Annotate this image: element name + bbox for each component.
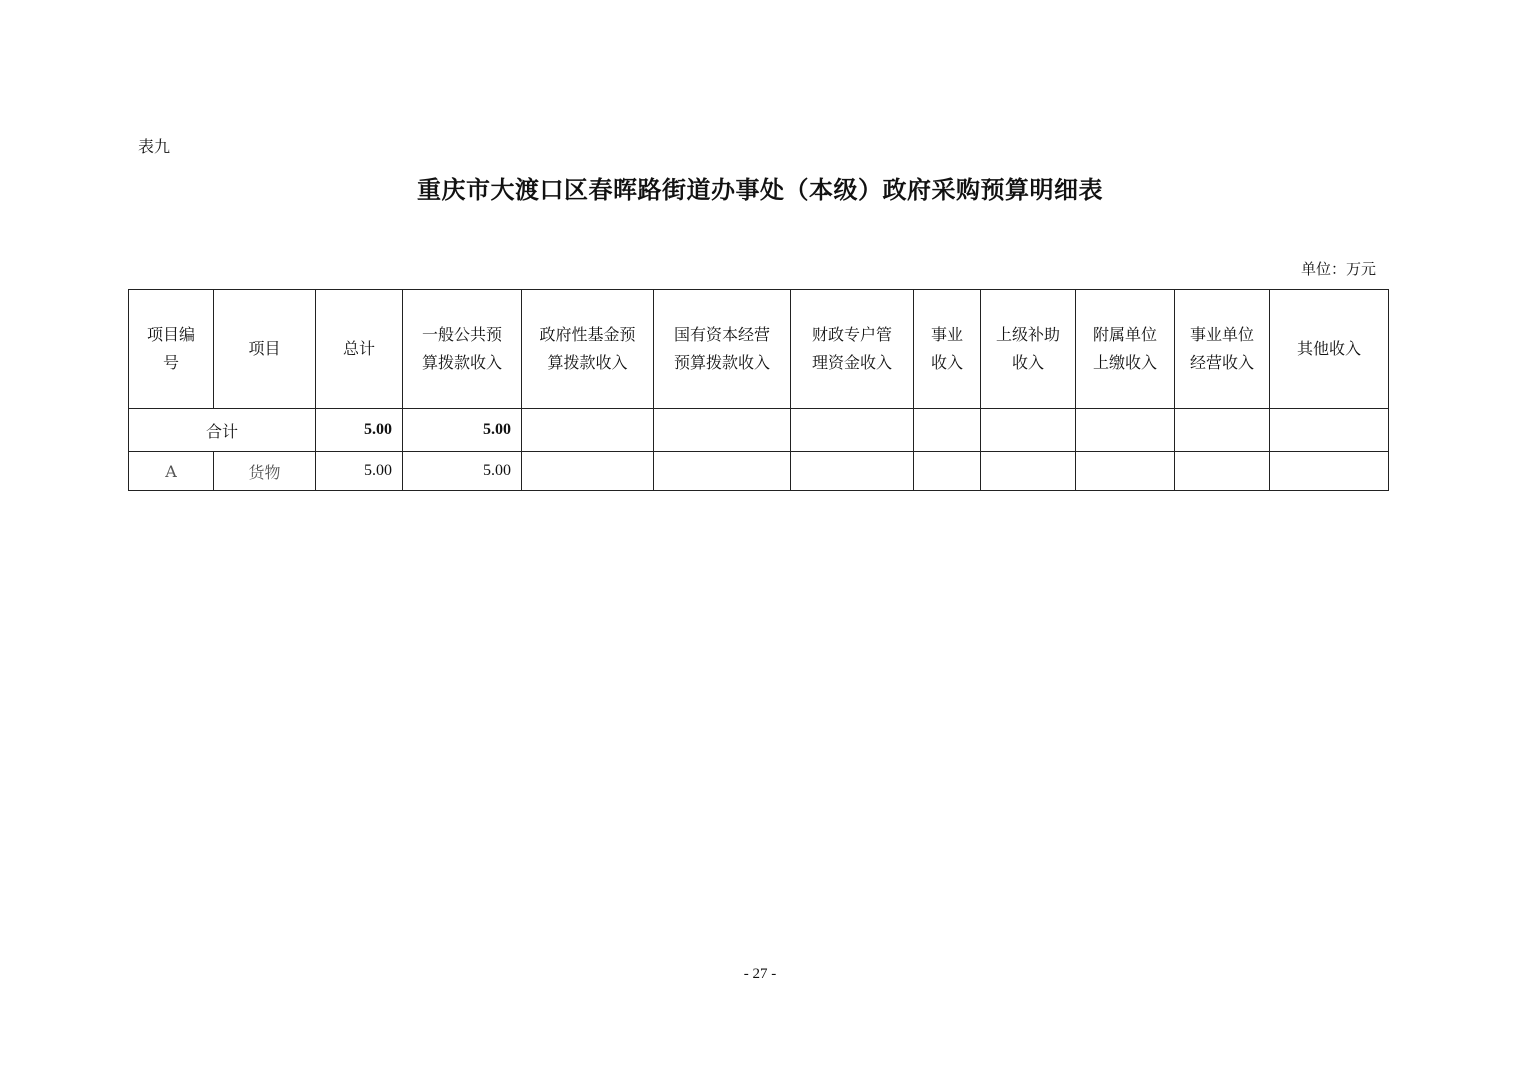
header-cell: 国有资本经营 预算拨款收入 (654, 290, 791, 409)
total-label: 合计 (129, 409, 316, 452)
header-cell: 其他收入 (1270, 290, 1389, 409)
total-cell (981, 409, 1076, 452)
item-cell: 5.00 (316, 452, 403, 491)
budget-table (128, 289, 1389, 491)
total-cell: 5.00 (403, 409, 522, 452)
item-cell (914, 452, 981, 491)
total-cell (1270, 409, 1389, 452)
item-cell (522, 452, 654, 491)
unit-label: 单位：万元 (1300, 260, 1376, 278)
total-cell (1076, 409, 1175, 452)
header-cell: 总计 (316, 290, 403, 409)
header-cell: 一般公共预 算拨款收入 (403, 290, 522, 409)
page-number: - 27 - (743, 966, 777, 982)
total-cell (522, 409, 654, 452)
item-cell: 5.00 (403, 452, 522, 491)
total-cell (914, 409, 981, 452)
item-cell (1270, 452, 1389, 491)
header-cell: 附属单位 上缴收入 (1076, 290, 1175, 409)
page-title: 重庆市大渡口区春晖路街道办事处（本级）政府采购预算明细表 (417, 175, 1103, 204)
header-row (129, 290, 1389, 409)
header-cell: 上级补助 收入 (981, 290, 1076, 409)
item-name: 货物 (214, 452, 316, 491)
total-cell (791, 409, 914, 452)
item-cell (654, 452, 791, 491)
table-row (129, 452, 1389, 491)
total-cell (654, 409, 791, 452)
item-cell (981, 452, 1076, 491)
header-cell: 项目编 号 (129, 290, 214, 409)
item-cell (791, 452, 914, 491)
table-label: 表九 (138, 137, 171, 156)
header-cell: 事业单位 经营收入 (1175, 290, 1270, 409)
header-cell: 事业 收入 (914, 290, 981, 409)
header-cell: 政府性基金预 算拨款收入 (522, 290, 654, 409)
total-cell: 5.00 (316, 409, 403, 452)
item-cell (1175, 452, 1270, 491)
total-cell (1175, 409, 1270, 452)
item-cell (1076, 452, 1175, 491)
header-cell: 财政专户管 理资金收入 (791, 290, 914, 409)
total-row (129, 409, 1389, 452)
header-cell: 项目 (214, 290, 316, 409)
item-code: A (129, 452, 214, 491)
